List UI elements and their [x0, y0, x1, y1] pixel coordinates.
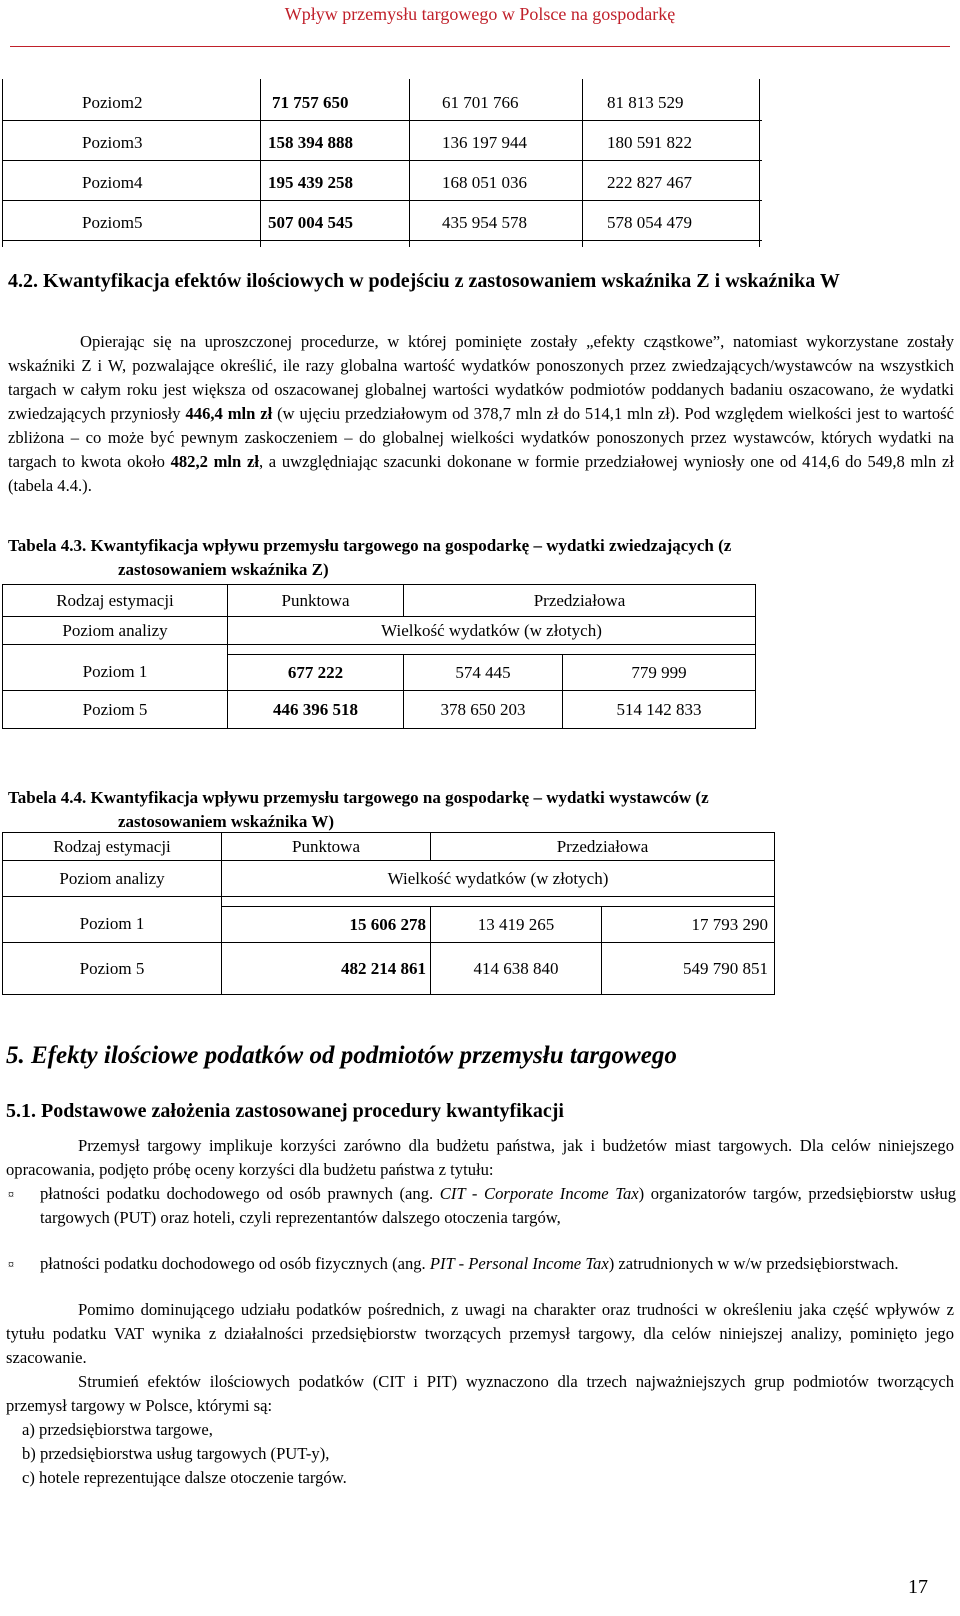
bullet-marker: ¤	[8, 1257, 14, 1271]
header-cell: Poziom analizy	[3, 861, 222, 897]
table-border	[759, 79, 760, 247]
table-cell: 17 793 290	[602, 907, 775, 943]
header-cell: Rodzaj estymacji	[3, 833, 222, 861]
table-caption: Tabela 4.4. Kwantyfikacja wpływu przemysłu targowego na gospodarkę – wydatki wystawców (z zastosowaniem wskaźnika W)	[8, 788, 709, 831]
table-4-4	[2, 832, 775, 995]
list-item: b) przedsiębiorstwa usług targowych (PUT-y),	[22, 1444, 330, 1463]
table-cell: 574 445	[404, 655, 563, 691]
header-cell: Poziom analizy	[3, 617, 228, 645]
table-cell: Poziom 1	[3, 655, 228, 691]
bold-figure: 482,2 mln zł	[170, 452, 259, 471]
paragraph: Strumień efektów ilościowych podatków (CIT i PIT) wyznaczono dla trzech najważniejszych grup podmiotów tworzących przemysł targowy w Polsce, którymi są:	[6, 1372, 954, 1415]
table-border	[582, 79, 583, 247]
header-cell: Przedziałowa	[431, 833, 775, 861]
cell-value: 158 394 888	[268, 133, 353, 152]
table-cell: Poziom 5	[3, 691, 228, 729]
cell-value: 61 701 766	[442, 93, 519, 112]
cell-value: 136 197 944	[442, 133, 527, 152]
cell-value: 435 954 578	[442, 213, 527, 232]
chapter-heading: 5. Efekty ilościowe podatków od podmiotów przemysłu targowego	[6, 1042, 677, 1069]
cell-value: 168 051 036	[442, 173, 527, 192]
header-rule	[10, 46, 950, 47]
table-cell: 15 606 278	[222, 907, 431, 943]
cell-level: Poziom3	[82, 133, 143, 152]
header-cell: Przedziałowa	[404, 585, 756, 617]
table-border	[260, 79, 261, 247]
cell-value: 507 004 545	[268, 213, 353, 232]
bullet-item: ¤ płatności podatku dochodowego od osób fizycznych (ang. PIT - Personal Income Tax) zatrudnionych w w/w przedsiębiorstwach.	[8, 1252, 956, 1300]
cell-value: 81 813 529	[607, 93, 684, 112]
cell-value: 71 757 650	[272, 93, 349, 112]
bullet-item: ¤ płatności podatku dochodowego od osób prawnych (ang. CIT - Corporate Income Tax) organizatorów targów, przedsiębiorstw usług targowych (PUT) oraz hoteli, czyli reprezentantów dalszego otoczenia targów,	[8, 1184, 957, 1227]
table-border	[2, 79, 3, 247]
table-cell: 549 790 851	[602, 943, 775, 995]
cell-level: Poziom5	[82, 213, 143, 232]
table-cell: Poziom 1	[3, 907, 222, 943]
table-caption: Tabela 4.3. Kwantyfikacja wpływu przemysłu targowego na gospodarkę – wydatki zwiedzających (z zastosowaniem wskaźnika Z)	[8, 536, 732, 579]
table-4-3	[2, 584, 756, 729]
list-item: a) przedsiębiorstwa targowe,	[22, 1420, 213, 1439]
header-cell: Wielkość wydatków (w złotych)	[222, 861, 775, 897]
cell-value: 578 054 479	[607, 213, 692, 232]
table-cell: 779 999	[563, 655, 756, 691]
page-number: 17	[908, 1576, 928, 1598]
bullet-marker: ¤	[8, 1187, 14, 1201]
paragraph: Pomimo dominującego udziału podatków pośrednich, z uwagi na charakter oraz trudności w określeniu jaka część wpływów z tytułu podatku VAT wynika z działalności przedsiębiorstw tworzących przemysł targowy, dla celów niniejszej analizy, pominięto jego szacowanie.	[6, 1300, 954, 1367]
cell-level: Poziom2	[82, 93, 143, 112]
table-border	[2, 200, 762, 201]
paragraph: Opierając się na uproszczonej procedurze, w której pominięte zostały „efekty cząstkowe”, natomiast wykorzystane zostały wskaźniki Z i W, pozwalające określić, ile razy globalna wartość wydatków ponoszonych przez zwiedzających/wystawców na wszystkich targach w całym roku jest większa od oszacowanej globalnej wartości wydatków podmiotów poddanych badaniu oszacowano, że wydatki zwiedzających przyniosły 446,4 mln zł (w ujęciu przedziałowym od 378,7 mln zł do 514,1 mln zł). Pod względem wielkości jest to wartość zbliżona – co może być pewnym zaskoczeniem – do globalnej wielkości wydatków ponoszonych przez wystawców, których wydatki na targach to kwota około 482,2 mln zł, a uwzględniając szacunki dokonane w formie przedziałowej wyniosły one od 414,6 do 549,8 mln zł (tabela 4.4.).	[8, 332, 954, 495]
table-border	[2, 240, 762, 241]
cell-value: 222 827 467	[607, 173, 692, 192]
table-cell: 677 222	[228, 655, 404, 691]
section-heading: 5.1. Podstawowe założenia zastosowanej procedury kwantyfikacji	[6, 1100, 564, 1122]
header-cell: Rodzaj estymacji	[3, 585, 228, 617]
section-heading: 4.2. Kwantyfikacja efektów ilościowych w podejściu z zastosowaniem wskaźnika Z i wskaźnika W	[8, 270, 840, 292]
cell-value: 180 591 822	[607, 133, 692, 152]
table-cell: 414 638 840	[431, 943, 602, 995]
table-cell: 446 396 518	[228, 691, 404, 729]
table-border	[409, 79, 410, 247]
table-border	[2, 160, 762, 161]
header-cell: Wielkość wydatków (w złotych)	[228, 617, 756, 645]
table-cell: 482 214 861	[222, 943, 431, 995]
header-cell: Punktowa	[222, 833, 431, 861]
list-item: c) hotele reprezentujące dalsze otoczenie targów.	[22, 1468, 347, 1487]
header-cell: Punktowa	[228, 585, 404, 617]
table-cell: Poziom 5	[3, 943, 222, 995]
bold-figure: 446,4 mln zł	[185, 404, 273, 423]
table-cell: 514 142 833	[563, 691, 756, 729]
table-border	[2, 120, 762, 121]
table-cell: 378 650 203	[404, 691, 563, 729]
cell-value: 195 439 258	[268, 173, 353, 192]
running-header: Wpływ przemysłu targowego w Polsce na gospodarkę	[284, 4, 676, 24]
cell-level: Poziom4	[82, 173, 143, 192]
paragraph: Przemysł targowy implikuje korzyści zarówno dla budżetu państwa, jak i budżetów miast targowych. Dla celów niniejszego opracowania, podjęto próbę oceny korzyści dla budżetu państwa z tytułu:	[6, 1136, 954, 1179]
table-cell: 13 419 265	[431, 907, 602, 943]
